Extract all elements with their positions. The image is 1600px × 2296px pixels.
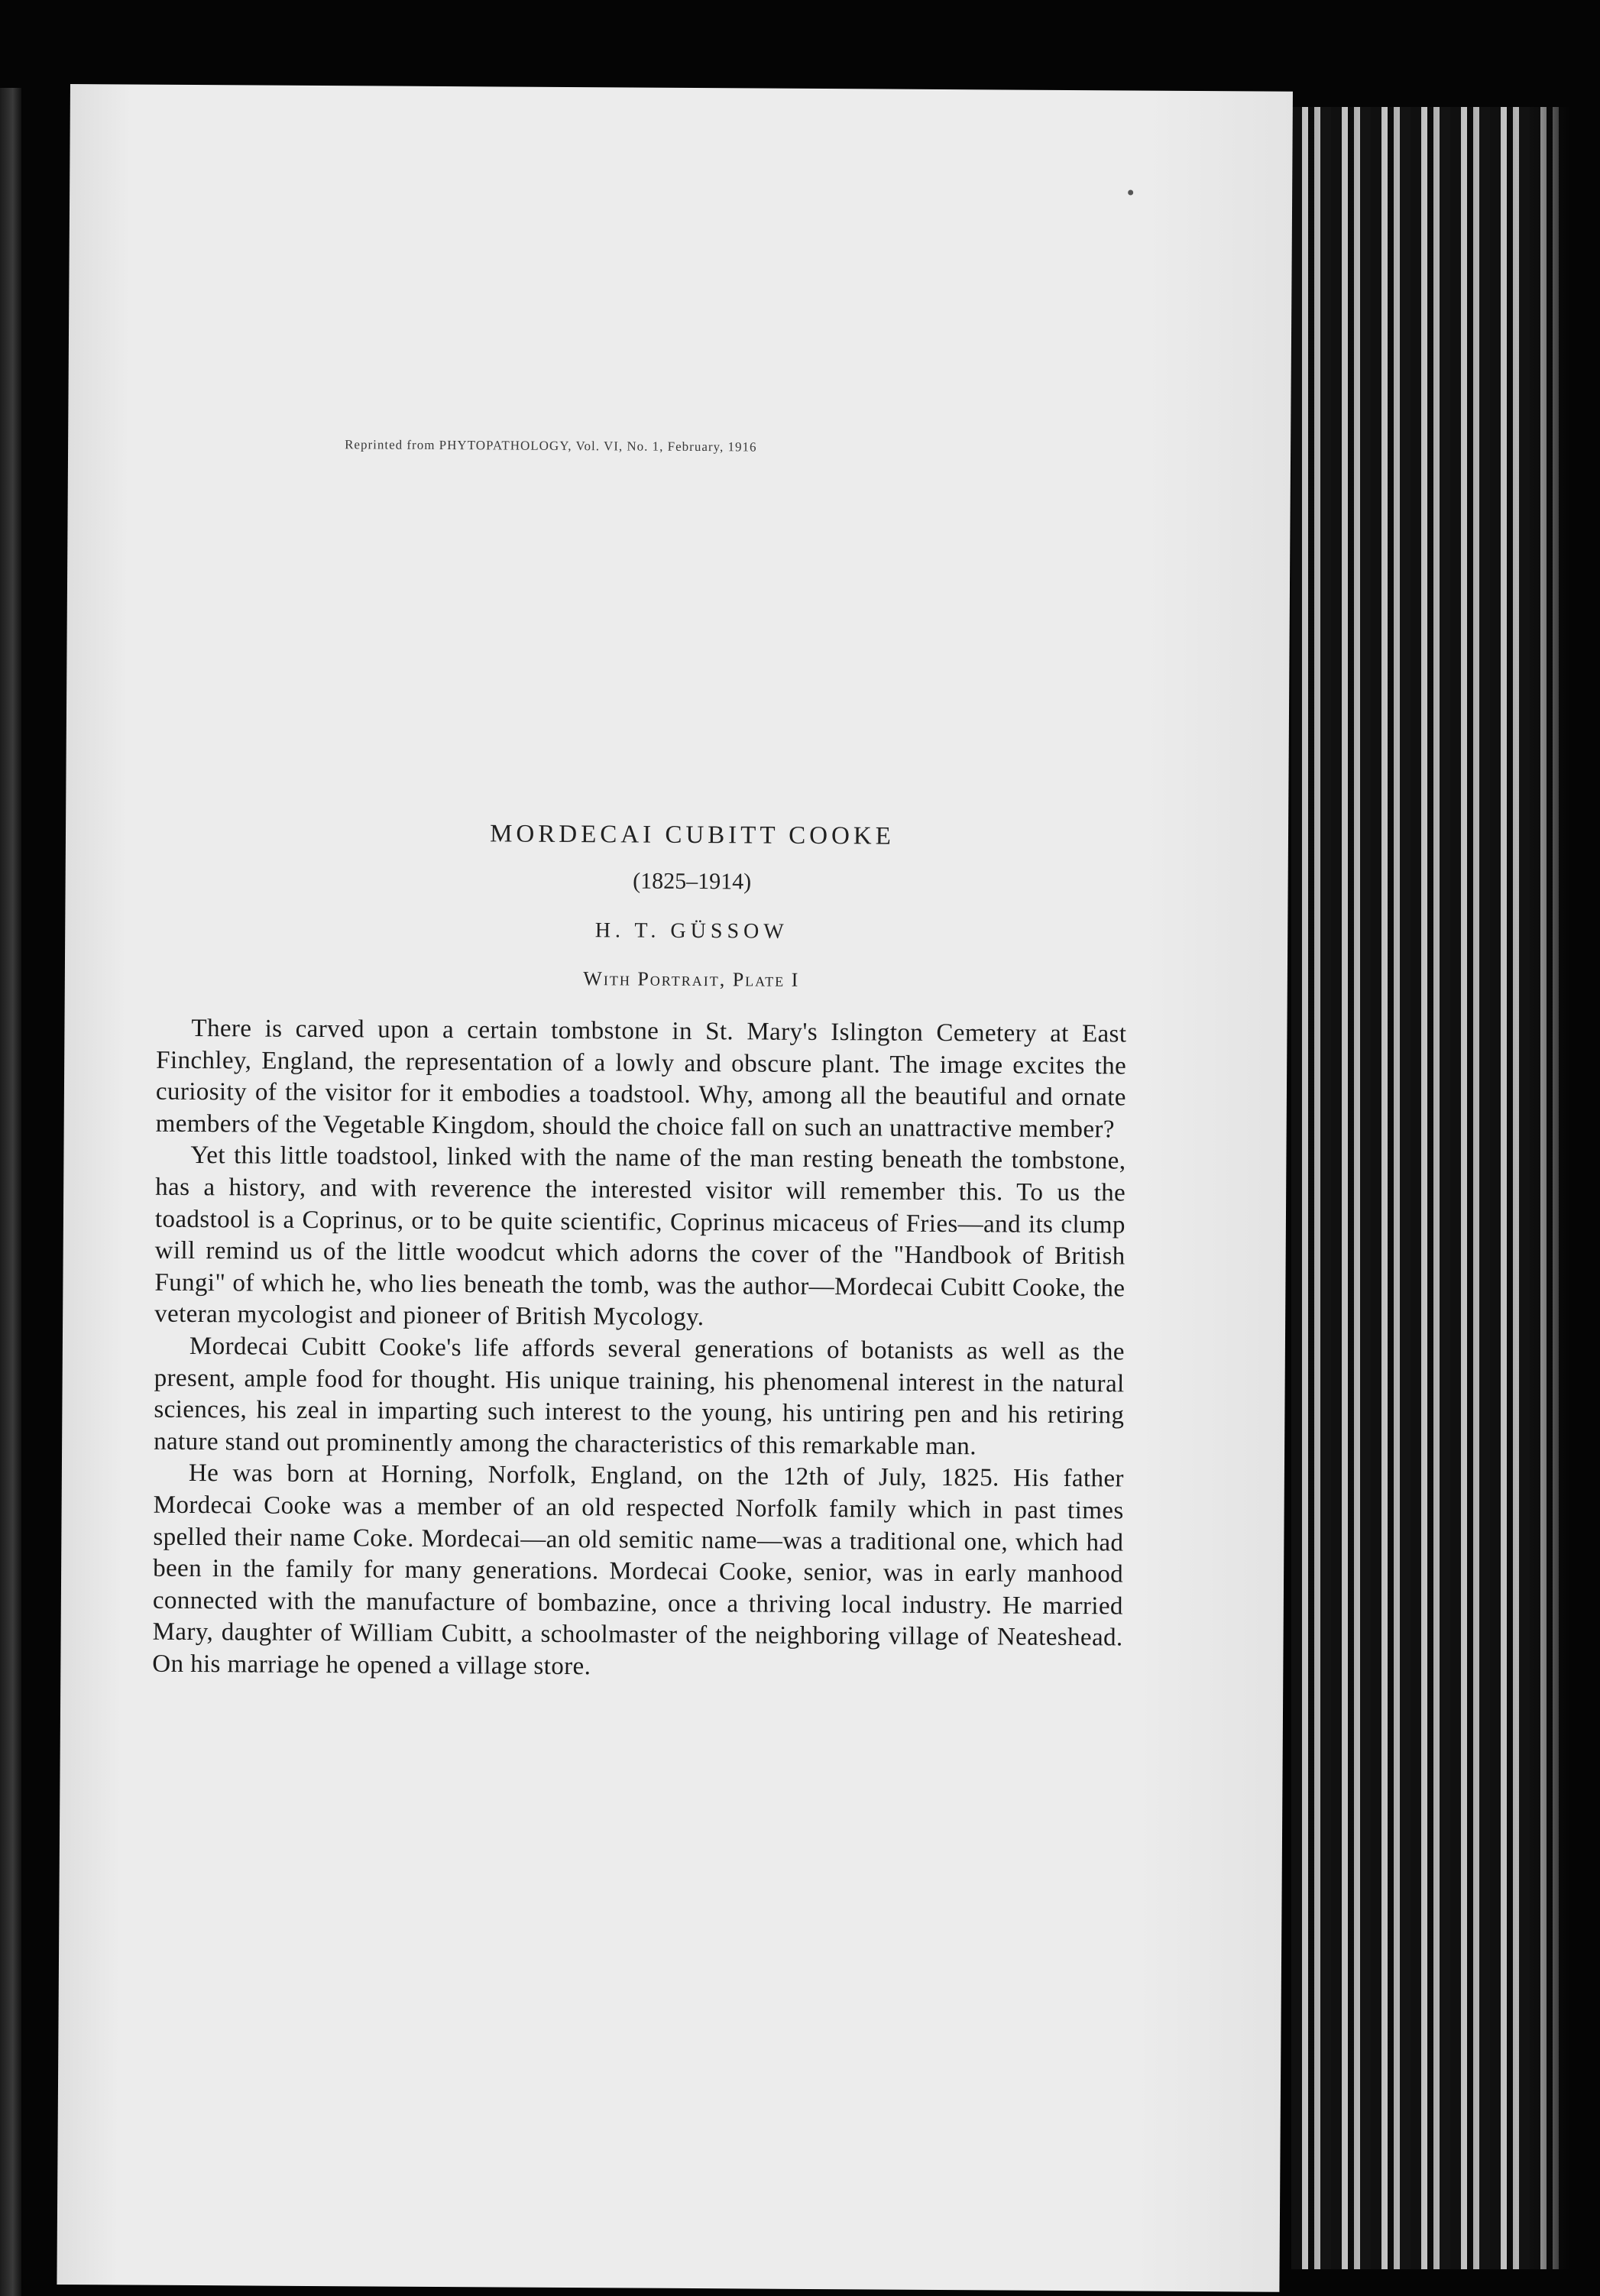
book-page-edges xyxy=(1291,107,1574,2269)
paragraph-3: Mordecai Cubitt Cooke's life affords several generations of botanists as well as the present, ample food for thought. His unique training, his phenomenal interest in the natural sciences, his zeal in imparting such interest to the young, his untiring pen and his retiring nature stand out prominently among the characteristics of this remarkable man. xyxy=(154,1332,1125,1460)
ink-speck xyxy=(1128,189,1133,195)
left-page-edge xyxy=(0,88,21,2296)
paragraph-4: He was born at Horning, Norfolk, England, on the 12th of July, 1825. His father Mordecai Cooke was a member of an old respected Norfolk family which in past times spelled their name Coke. Mordecai—an old semitic name—was a traditional one, which had been in the family for many generations. Mordecai Cooke, senior, was in early manhood connected with the manufacture of bombazine, once a thriving local industry. He married Mary, daughter of William Cubitt, a schoolmaster of the neighboring village of Neateshead. On his marriage he opened a village store. xyxy=(152,1459,1124,1681)
article-author: H. T. GÜSSOW xyxy=(594,918,789,944)
article-subtitle: With Portrait, Plate I xyxy=(583,967,800,991)
article-title: MORDECAI CUBITT COOKE xyxy=(490,820,895,850)
paragraph-2: Yet this little toadstool, linked with the name of the man resting beneath the tombstone, has a history, and with reverence the interested visitor will remember this. To us the toadstool is a Coprinus, or to be quite scientific, Coprinus micaceus of Fries—and its clump will remind us of the little woodcut which adorns the cover of the "Handbook of British Fungi" of which he, who lies beneath the tomb, was the author—Mordecai Cubitt Cooke, the veteran mycologist and pioneer of British Mycology. xyxy=(154,1142,1126,1332)
reprint-note: Reprinted from PHYTOPATHOLOGY, Vol. VI, No. 1, February, 1916 xyxy=(345,437,757,455)
paragraph-1: There is carved upon a certain tombstone in St. Mary's Islington Cemetery at East Finchley, England, the representation of a lowly and obscure plant. The image excites the curiosity of the visitor for it embodies a toadstool. Why, among all the beautiful and ornate members of the Vegetable Kingdom, should the choice fall on such an unattractive member? xyxy=(155,1014,1127,1144)
article-body xyxy=(152,1013,1126,1686)
page-sheet xyxy=(57,84,1293,2292)
article-dates: (1825–1914) xyxy=(633,868,752,895)
